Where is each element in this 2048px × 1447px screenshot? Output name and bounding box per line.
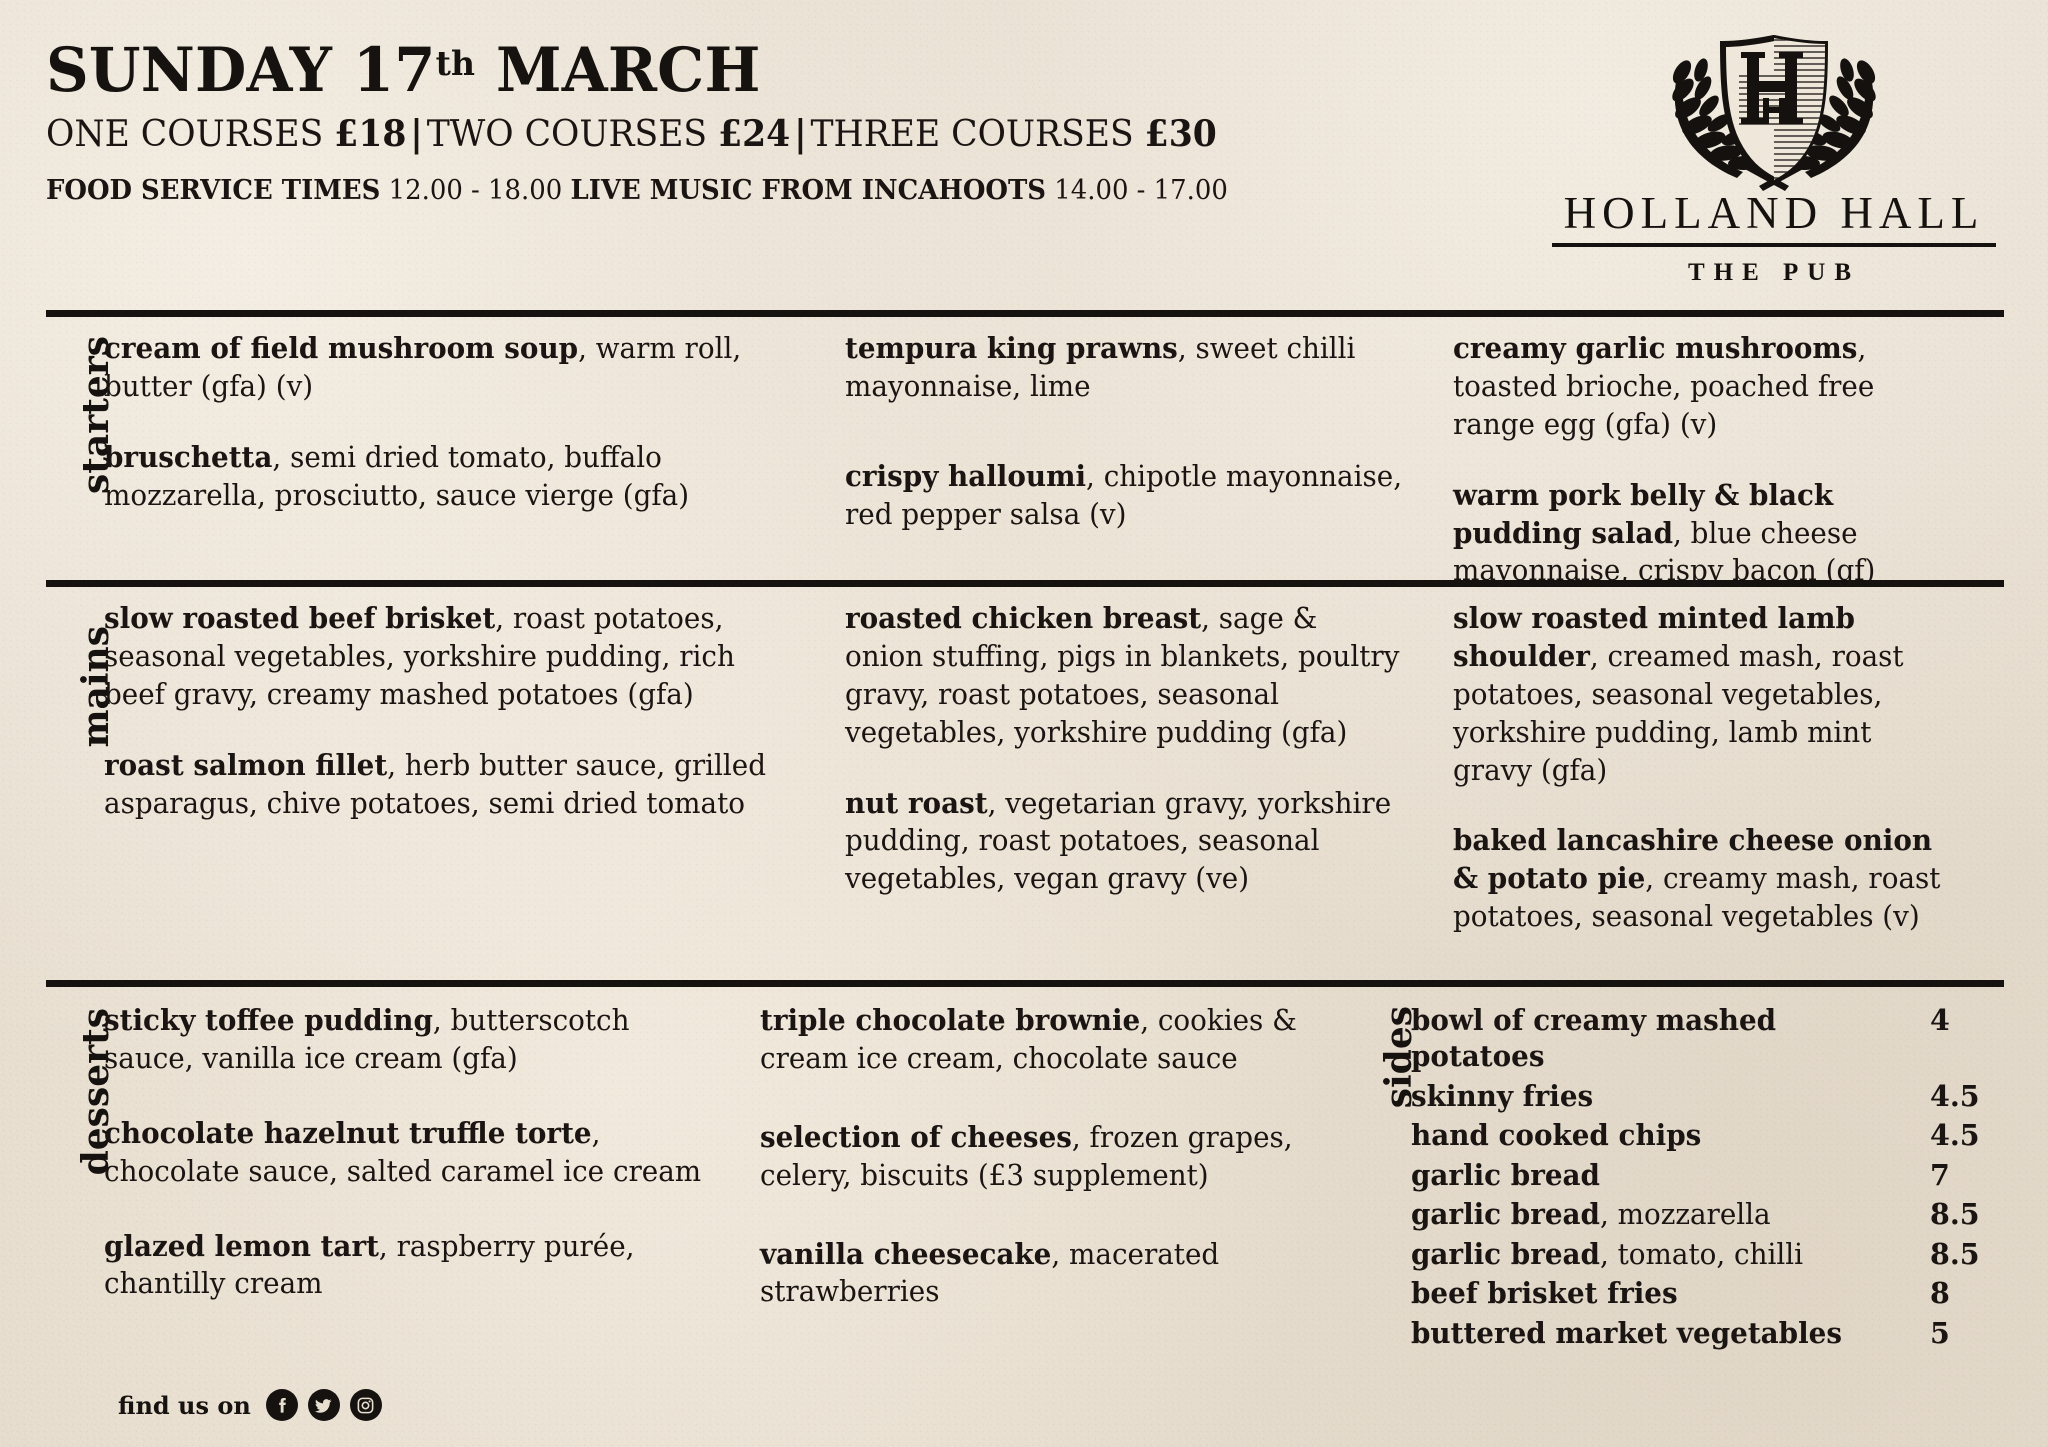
dish-name: selection of cheeses [759,1119,1072,1154]
side-price: 4 [1930,1003,1950,1037]
dish-desc: , chipotle mayonnaise, red pepper salsa (v) [845,459,1403,531]
side-name: skinny fries [1410,1078,1593,1113]
menu-item [104,1228,708,1304]
service-times [46,176,1448,206]
side-item [1411,1002,2005,1076]
food-service-label: FOOD SERVICE TIMES [46,175,381,207]
menu-item [104,330,791,406]
dish-name: chocolate hazelnut truffle torte [104,1115,592,1150]
menu-item [845,458,1403,534]
section-label-mains [46,600,117,936]
menu-item [104,1002,708,1078]
price-separator-2: | [794,113,807,156]
side-price: 8.5 [1930,1236,1980,1271]
dish-desc: , blue cheese mayonnaise, crispy bacon (gf) [1453,516,1876,588]
facebook-icon[interactable] [266,1389,298,1421]
dish-desc: , herb butter sauce, grilled asparagus, chive potatoes, semi dried tomato [104,748,767,820]
dish-name: glazed lemon tart [104,1228,379,1263]
footer-social [118,1389,382,1421]
side-item [1411,1275,2005,1312]
dish-desc: , macerated strawberries [759,1237,1219,1309]
side-item [1411,1236,2005,1273]
dish-desc: , warm roll, butter (gfa) (v) [104,332,742,403]
title-ordinal: th [435,44,476,84]
side-price: 5 [1930,1315,1950,1350]
dish-desc: , vegetarian gravy, yorkshire pudding, roast potatoes, seasonal vegetables, vegan gravy (ve) [845,786,1392,896]
dish-desc: , creamed mash, roast potatoes, seasonal vegetables, yorkshire pudding, lamb mint gravy (gfa) [1453,639,1904,787]
side-name: garlic bread, mozzarella [1410,1197,1771,1232]
twitter-icon[interactable] [308,1389,340,1421]
menu-item [845,600,1403,752]
side-item [1411,1315,2005,1352]
desserts-columns [104,1002,2004,1354]
side-item [1411,1196,2005,1233]
brand-logo [1534,26,2014,287]
starters-column-3 [1453,330,2004,590]
desserts-column-1 [104,1002,760,1354]
dish-name: vanilla cheesecake [759,1236,1051,1271]
two-course-label: TWO COURSES [426,114,719,156]
section-label-desserts [46,1002,117,1354]
dish-desc: , chocolate sauce, salted caramel ice cream [104,1116,702,1188]
twitter-glyph [314,1396,333,1415]
section-mains [46,600,2004,936]
mains-column-1 [104,600,845,936]
side-price: 4.5 [1930,1118,1980,1153]
starters-column-2 [845,330,1453,590]
sides-list [1407,1002,2005,1354]
menu-header [46,35,1506,207]
menu-item [104,600,791,714]
dish-name: nut roast [845,785,988,820]
title-month: MARCH [475,35,761,106]
menu-item [104,439,791,515]
facebook-glyph [272,1396,291,1415]
instagram-glyph [356,1396,375,1415]
dish-name: bruschetta [104,439,273,474]
food-service-value: 12.00 - 18.00 [380,175,571,207]
brand-subtitle: THE PUB [1687,259,1861,287]
find-us-on-label: find us on [118,1390,251,1420]
section-starters [46,330,2004,590]
sides-label-text: sides [1377,1006,1420,1109]
side-item [1411,1117,2005,1154]
menu-item [760,1119,1299,1195]
dish-desc: , semi dried tomato, buffalo mozzarella, prosciutto, sauce vierge (gfa) [104,440,690,512]
desserts-column-2 [760,1002,1349,1354]
side-name: garlic bread [1410,1157,1600,1192]
desserts-label-text: desserts [75,1008,117,1176]
dish-name: cream of field mushroom soup [104,331,579,365]
section-label-starters [46,330,117,590]
side-price: 8 [1930,1276,1950,1311]
price-separator-1: | [410,113,423,156]
three-course-label: THREE COURSES [810,114,1145,156]
divider-desserts [46,980,2004,987]
dish-name: tempura king prawns [845,331,1178,365]
side-name: bowl of creamy mashed potatoes [1410,1003,1776,1074]
side-name: hand cooked chips [1410,1118,1701,1153]
dish-desc: , toasted brioche, poached free range egg (gfa) (v) [1453,332,1875,441]
menu-item [1453,600,1955,789]
section-label-sides [1349,1002,1420,1354]
menu-item [845,785,1403,899]
starters-column-1 [104,330,845,590]
menu-item [760,1236,1299,1312]
side-name: buttered market vegetables [1410,1315,1842,1350]
section-sides [1349,1002,2005,1354]
section-desserts [46,1002,2004,1354]
menu-item [104,1115,708,1191]
dish-name: baked lancashire cheese onion & potato pie [1453,823,1933,896]
dish-desc: , frozen grapes, celery, biscuits (£3 supplement) [759,1120,1293,1192]
dish-name: sticky toffee pudding [104,1003,433,1037]
dish-desc: , cookies & cream ice cream, chocolate sauce [759,1004,1297,1075]
dish-name: crispy halloumi [845,458,1087,493]
dish-desc: , creamy mash, roast potatoes, seasonal vegetables (v) [1453,862,1941,934]
mains-column-2 [845,600,1453,936]
one-course-label: ONE COURSES [46,114,335,156]
dish-desc: , roast potatoes, seasonal vegetables, yorkshire pudding, rich beef gravy, creamy mashed potatoes (gfa) [104,602,735,711]
dish-desc: , raspberry purée, chantilly cream [104,1229,635,1301]
menu-item [760,1002,1299,1078]
two-course-price: £24 [718,113,791,156]
dish-name: slow roasted beef brisket [104,601,496,635]
page-title [46,35,1462,106]
mains-columns [104,600,2004,936]
dish-desc: , sweet chilli mayonnaise, lime [845,332,1356,403]
menu-item [1453,822,1955,936]
shield-laurel-crest-icon [1639,26,1909,194]
dish-name: roasted chicken breast [845,601,1202,635]
side-price: 4.5 [1930,1078,1980,1113]
menu-item [104,747,791,823]
dish-name: warm pork belly & black pudding salad [1453,477,1834,550]
divider-starters [46,310,2004,317]
dish-name: slow roasted minted lamb shoulder [1453,601,1855,673]
dish-name: triple chocolate brownie [759,1003,1140,1037]
instagram-icon[interactable] [350,1389,382,1421]
side-price: 8.5 [1930,1197,1980,1232]
one-course-price: £18 [334,113,407,156]
live-music-label: LIVE MUSIC FROM INCAHOOTS [570,175,1046,207]
side-name: beef brisket fries [1410,1276,1678,1311]
starters-label-text: starters [75,336,117,494]
dish-desc: , sage & onion stuffing, pigs in blankets, poultry gravy, roast potatoes, seasonal vegetables, yorkshire pudding (gfa) [845,602,1400,749]
menu-item [1453,330,1955,444]
menu-item [845,330,1403,406]
side-price: 7 [1930,1157,1950,1192]
side-item [1411,1157,2005,1194]
three-course-price: £30 [1144,113,1217,156]
side-item [1411,1078,2005,1115]
brand-name: HOLLAND HALL [1552,190,1997,247]
mains-column-3 [1453,600,2004,936]
side-name: garlic bread, tomato, chilli [1410,1236,1803,1271]
course-prices [46,113,1448,156]
title-date: SUNDAY 17 [46,35,436,106]
live-music-value: 14.00 - 17.00 [1045,175,1228,207]
starters-columns [104,330,2004,590]
dish-desc: , butterscotch sauce, vanilla ice cream (gfa) [104,1004,630,1075]
dish-name: roast salmon fillet [104,747,388,782]
dish-name: creamy garlic mushrooms [1453,331,1858,365]
mains-label-text: mains [75,626,117,748]
menu-item [1453,477,1955,591]
